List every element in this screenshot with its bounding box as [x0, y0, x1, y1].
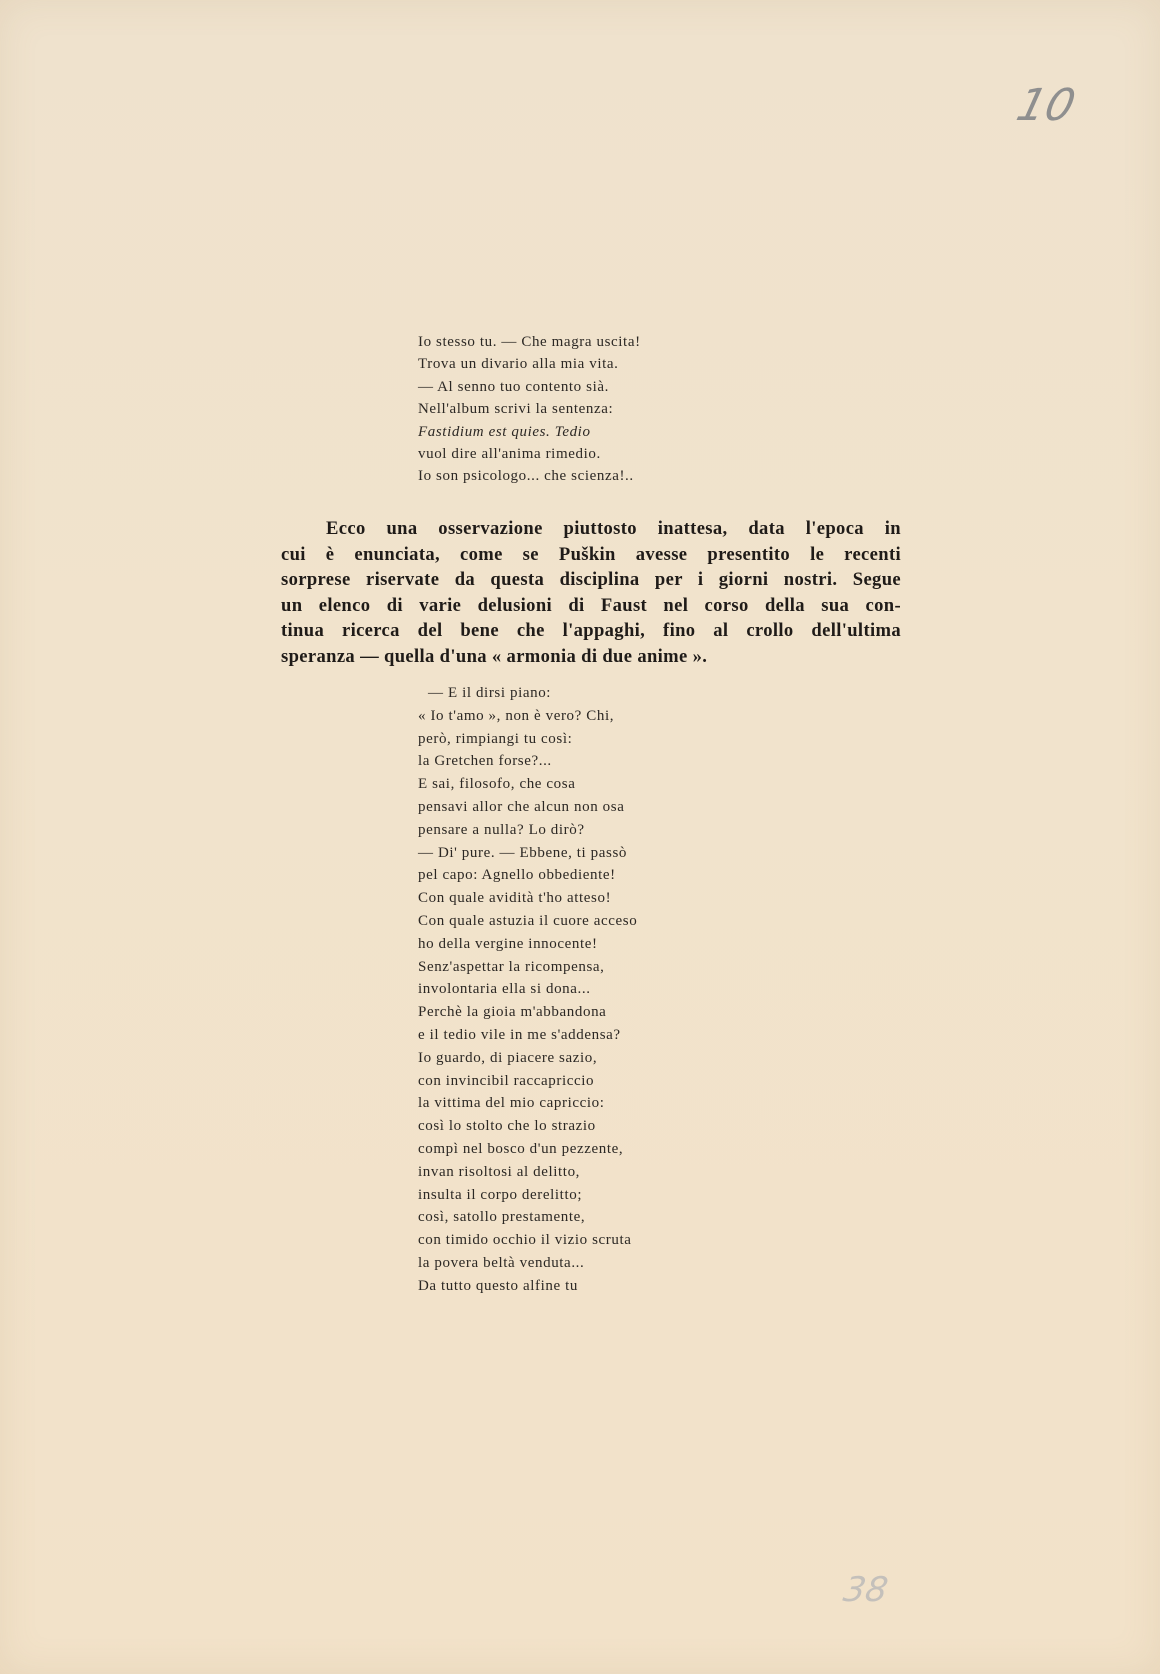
prose-paragraph [281, 516, 901, 670]
verse-line: Con quale astuzia il cuore acceso [418, 912, 638, 929]
verse-line: « Io t'amo », non è vero? Chi, [418, 707, 615, 724]
scan-margin [1160, 0, 1171, 1678]
verse-line: pel capo: Agnello obbediente! [418, 867, 616, 884]
verse-line: invan risoltosi al delitto, [418, 1163, 581, 1180]
prose-line: tinua ricerca del bene che l'appaghi, fino al crollo dell'ultima [281, 620, 901, 642]
verse-line: Nell'album scrivi la sentenza: [418, 401, 614, 418]
handwritten-page-number: 38 [840, 1570, 891, 1610]
verse-line: pensare a nulla? Lo dirò? [418, 821, 585, 838]
prose-line: cui è enunciata, come se Puškin avesse presentito le recenti [281, 543, 901, 565]
verse-line: ho della vergine innocente! [418, 935, 598, 952]
prose-line: speranza — quella d'una « armonia di due anime ». [281, 645, 708, 667]
verse-line: — E il dirsi piano: [428, 685, 552, 701]
verse-line: involontaria ella si dona... [418, 981, 591, 998]
verse-line: e il tedio vile in me s'addensa? [418, 1026, 621, 1043]
verse-line: così lo stolto che lo strazio [418, 1118, 596, 1135]
verse-line: compì nel bosco d'un pezzente, [418, 1140, 624, 1157]
verse-line: Perchè la gioia m'abbandona [418, 1004, 607, 1021]
verse-block-1 [418, 331, 641, 488]
verse-line: Io stesso tu. — Che magra uscita! [418, 334, 641, 350]
verse-line: Da tutto questo alfine tu [418, 1277, 578, 1294]
verse-line: vuol dire all'anima rimedio. [418, 446, 601, 463]
prose-line: Ecco una osservazione piuttosto inattesa, data l'epoca in [326, 518, 901, 539]
verse-line: — Di' pure. — Ebbene, ti passò [418, 844, 628, 861]
handwritten-folio-number: 10 [1011, 80, 1081, 131]
prose-line: sorprese riservate da questa disciplina per i giorni nostri. Segue [281, 569, 901, 591]
verse-line: — Al senno tuo contento sià. [418, 378, 609, 395]
verse-line: Fastidium est quies. Tedio [418, 423, 591, 440]
verse-line: Senz'aspettar la ricompensa, [418, 958, 605, 975]
verse-line: con timido occhio il vizio scruta [418, 1232, 632, 1249]
verse-line: così, satollo prestamente, [418, 1209, 586, 1226]
verse-line: la Gretchen forse?... [418, 753, 552, 770]
verse-line: Con quale avidità t'ho atteso! [418, 890, 612, 907]
verse-block-2 [418, 682, 637, 1298]
verse-line: E sai, filosofo, che cosa [418, 776, 576, 793]
verse-line: la vittima del mio capriccio: [418, 1095, 605, 1112]
verse-line: con invincibil raccapriccio [418, 1072, 595, 1089]
verse-line: pensavi allor che alcun non osa [418, 798, 625, 815]
verse-line: insulta il corpo derelitto; [418, 1186, 583, 1203]
prose-line: un elenco di varie delusioni di Faust nel corso della sua con- [281, 594, 901, 616]
verse-line: la povera beltà venduta... [418, 1254, 585, 1271]
verse-line: Io guardo, di piacere sazio, [418, 1049, 598, 1066]
verse-line: però, rimpiangi tu così: [418, 730, 573, 747]
verse-line: Trova un divario alla mia vita. [418, 356, 619, 373]
verse-line: Io son psicologo... che scienza!.. [418, 468, 634, 485]
